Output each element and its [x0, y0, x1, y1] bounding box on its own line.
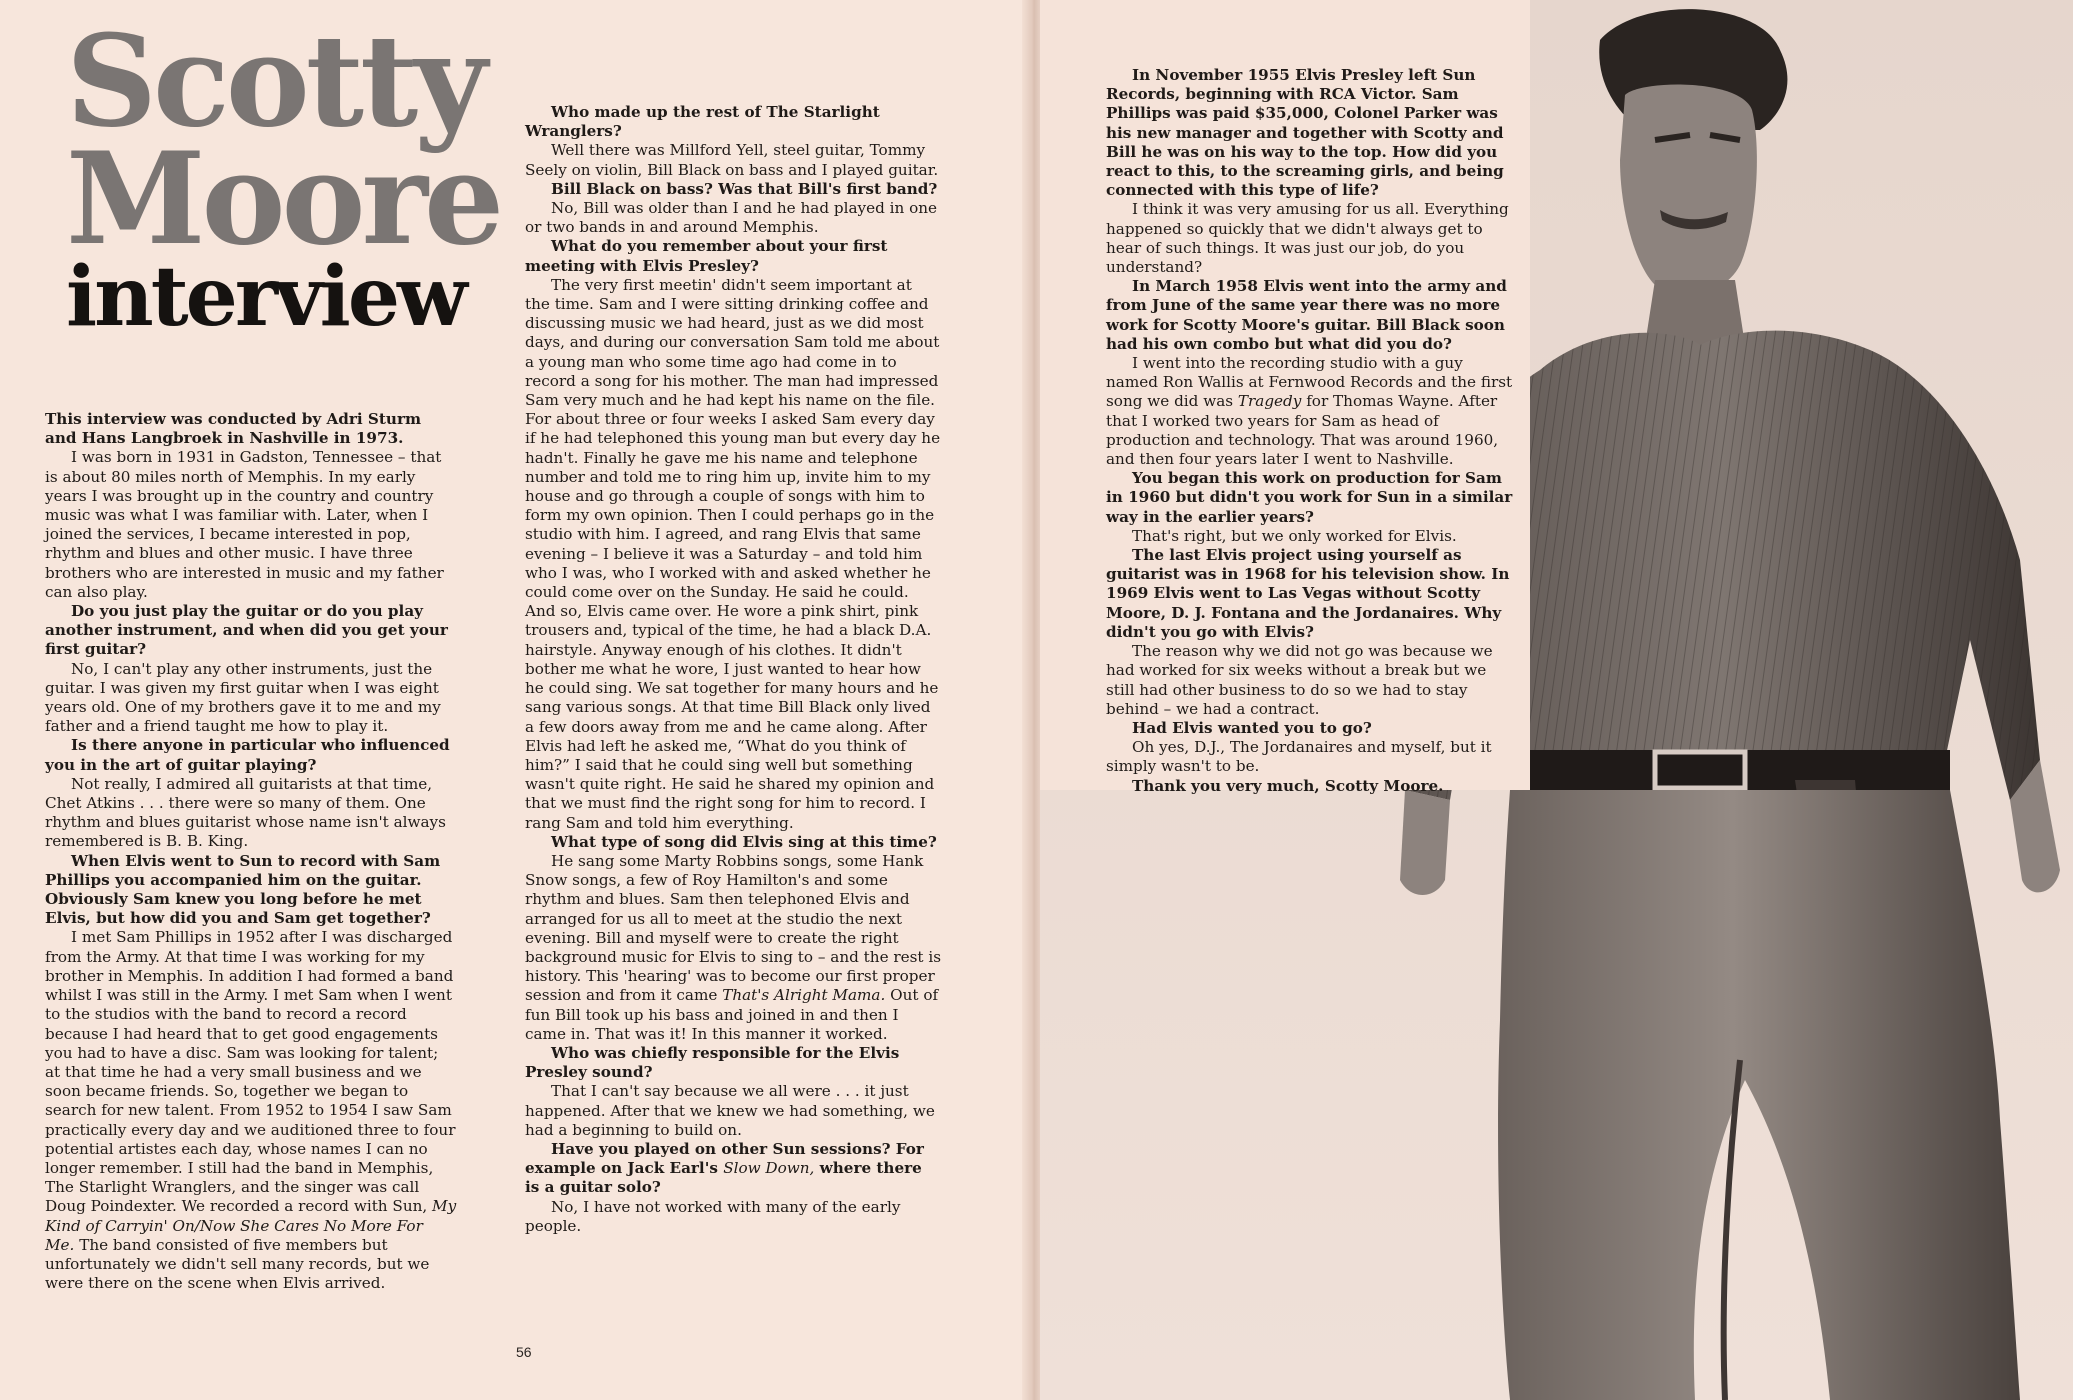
- answer-paragraph: The reason why we did not go was because we had worked for six weeks without a break but we still had other business to do so we had to stay behind – we had a contract.: [1106, 642, 1493, 718]
- answer-text: He sang some Marty Robbins songs, some Hank Snow songs, a few of Roy Hamilton's and some rhythm and blues. Sam then telephoned Elvis and arranged for us all to meet at the studio the next evening. Bill and myself were to create the right background music for Elvis to sing to – and the rest is history. This 'hearing' was to become our first proper session and from it came: [525, 851, 942, 1005]
- song-title: That's Alright Mama.: [722, 986, 886, 1005]
- question-text: where there is a guitar solo?: [525, 1159, 922, 1197]
- answer-paragraph: No, Bill was older than I and he had played in one or two bands in and around Memphis.: [525, 199, 937, 237]
- answer-paragraph: Well there was Millford Yell, steel guitar, Tommy Seely on violin, Bill Black on bass and I played guitar.: [525, 141, 939, 179]
- question: Is there anyone in particular who influenced you in the art of guitar playing?: [45, 736, 450, 774]
- question: Who was chiefly responsible for the Elvis Presley sound?: [525, 1043, 900, 1082]
- question: What type of song did Elvis sing at this time?: [551, 832, 937, 851]
- intro-paragraph: This interview was conducted by Adri Sturm and Hans Langbroek in Nashville in 1973.: [45, 410, 422, 448]
- song-title: Slow Down,: [723, 1159, 815, 1178]
- answer-paragraph: Oh yes, D.J., The Jordanaires and myself, but it simply wasn't to be.: [1106, 738, 1492, 776]
- left-page: [0, 0, 1030, 1400]
- answer-text: for Thomas Wayne. After that I worked two years for Sam as head of production and technology. That was around 1960, and then four years later I went to Nashville.: [1106, 392, 1499, 469]
- text-column-3: [1106, 66, 1518, 796]
- answer-paragraph: [45, 928, 457, 1293]
- title-scotty: Scotty: [66, 7, 484, 155]
- answer-text: I went into the recording studio with a guy named Ron Wallis at Fernwood Records and the first song we did was: [1106, 354, 1513, 411]
- answer-paragraph: [525, 852, 941, 1044]
- answer-paragraph: That I can't say because we all were . . . it just happened. After that we knew we had something, we had a beginning to build on.: [525, 1082, 935, 1139]
- question: Do you just play the guitar or do you play another instrument, and when did you get your first guitar?: [45, 602, 448, 659]
- answer-paragraph: No, I have not worked with many of the early people.: [525, 1197, 901, 1235]
- question: Had Elvis wanted you to go?: [1132, 718, 1372, 737]
- question: Bill Black on bass? Was that Bill's first band?: [551, 179, 938, 198]
- article-title: [66, 7, 536, 345]
- question: The last Elvis project using yourself as guitarist was in 1968 for his television show. In 1969 Elvis went to Las Vegas without Scotty Moore, D. J. Fontana and the Jordanaires. Why didn't you go with Elvis?: [1106, 546, 1510, 641]
- question: In November 1955 Elvis Presley left Sun Records, beginning with RCA Victor. Sam Phillips was paid $35,000, Colonel Parker was his new manager and together with Scotty and Bill he was on his way to the top. How did you react to this, to the screaming girls, and being connected with this type of life?: [1106, 66, 1504, 200]
- text-column-2: [525, 103, 941, 1236]
- answer-paragraph: The very first meetin' didn't seem important at the time. Sam and I were sitting drinking coffee and discussing music we had heard, just as we did most days, and during our conversation Sam told me about a young man who some time ago had come in to record a song for his mother. The man had impressed Sam very much and he had kept his name on the file. For about three or four weeks I asked Sam every day if he had telephoned this young man but every day he hadn't. Finally he gave me his name and telephone number and told me to ring him up, invite him to my house and go through a couple of songs with him to form my own opinion. Then I could perhaps go in the studio with him. I agreed, and rang Elvis that same evening – I believe it was a Saturday – and told him who I was, who I worked with and asked whether he could come over on the Sunday. He said he could. And so, Elvis came over. He wore a pink shirt, pink trousers and, typical of the time, he had a black D.A. hairstyle. Anyway enough of his clothes. It didn't bother me what he wore, I just wanted to hear how he could sing. We sat together for many hours and he sang various songs. At that time Bill Black only lived a few doors away from me and he came along. After Elvis had left he asked me, “What do you think of him?” I said that he could sing well but something wasn't quite right. He said he shared my opinion and that we must find the right song for him to record. I rang Sam and told him everything.: [525, 275, 941, 832]
- question: When Elvis went to Sun to record with Sam Phillips you accompanied him on the guitar. Obviously Sam knew you long before he met Elvis, but how did you and Sam get together?: [45, 851, 441, 928]
- answer-text: The band consisted of five members but unfortunately we didn't sell many records, but we were there on the scene when Elvis arrived.: [45, 1235, 430, 1293]
- page-number: 56: [516, 1344, 532, 1360]
- record-title: My Kind of Carryin' On/Now She Cares No More For Me.: [45, 1197, 457, 1254]
- answer-paragraph: I was born in 1931 in Gadston, Tennessee – that is about 80 miles north of Memphis. In my early years I was brought up in the country and country music was what I was familiar with. Later, when I joined the services, I became interested in pop, rhythm and blues and other music. I have three brothers who are interested in music and my father can also play.: [45, 448, 444, 601]
- right-page: [1040, 0, 2073, 1400]
- question: [525, 1140, 941, 1198]
- title-moore: Moore: [66, 125, 501, 273]
- question-text: Have you played on other Sun sessions? For example on Jack Earl's: [525, 1139, 924, 1178]
- text-column-1: [45, 410, 457, 1293]
- answer-paragraph: [1106, 354, 1518, 469]
- answer-text: I met Sam Phillips in 1952 after I was discharged from the Army. At that time I was working for my brother in Memphis. In addition I had formed a band whilst I was still in the Army. I met Sam when I went to the studios with the band to record a record because I had heard that to get good engagements you had to have a disc. Sam was looking for talent; at that time he had a very small business and we soon became friends. So, together we began to search for new talent. From 1952 to 1954 I saw Sam practically every day and we auditioned three to four potential artistes each day, whose names I can no longer remember. I still had the band in Memphis, The Starlight Wranglers, and the singer was call Doug Poindexter. We recorded a record with Sun,: [45, 928, 456, 1216]
- answer-paragraph: I think it was very amusing for us all. Everything happened so quickly that we didn't always get to hear of such things. It was just our job, do you understand?: [1106, 200, 1509, 277]
- song-title: Tragedy: [1237, 392, 1302, 411]
- question: In March 1958 Elvis went into the army and from June of the same year there was no more work for Scotty Moore's guitar. Bill Black soon had his own combo but what did you do?: [1106, 277, 1507, 353]
- answer-text: Out of fun Bill took up his bass and joined in and then I came in. That was it! In this manner it worked.: [525, 986, 939, 1043]
- closing-line: Thank you very much, Scotty Moore.: [1132, 776, 1444, 795]
- answer-paragraph: No, I can't play any other instruments, just the guitar. I was given my first guitar when I was eight years old. One of my brothers gave it to me and my father and a friend taught me how to play it.: [45, 659, 441, 736]
- answer-paragraph: That's right, but we only worked for Elvis.: [1132, 526, 1457, 545]
- question: What do you remember about your first meeting with Elvis Presley?: [525, 237, 888, 275]
- answer-paragraph: Not really, I admired all guitarists at that time, Chet Atkins . . . there were so many of them. One rhythm and blues guitarist whose name isn't always remembered is B. B. King.: [45, 774, 446, 851]
- title-interview: interview: [66, 249, 465, 345]
- question: Who made up the rest of The Starlight Wranglers?: [525, 103, 880, 141]
- question: You began this work on production for Sam in 1960 but didn't you work for Sun in a similar way in the earlier years?: [1106, 469, 1513, 526]
